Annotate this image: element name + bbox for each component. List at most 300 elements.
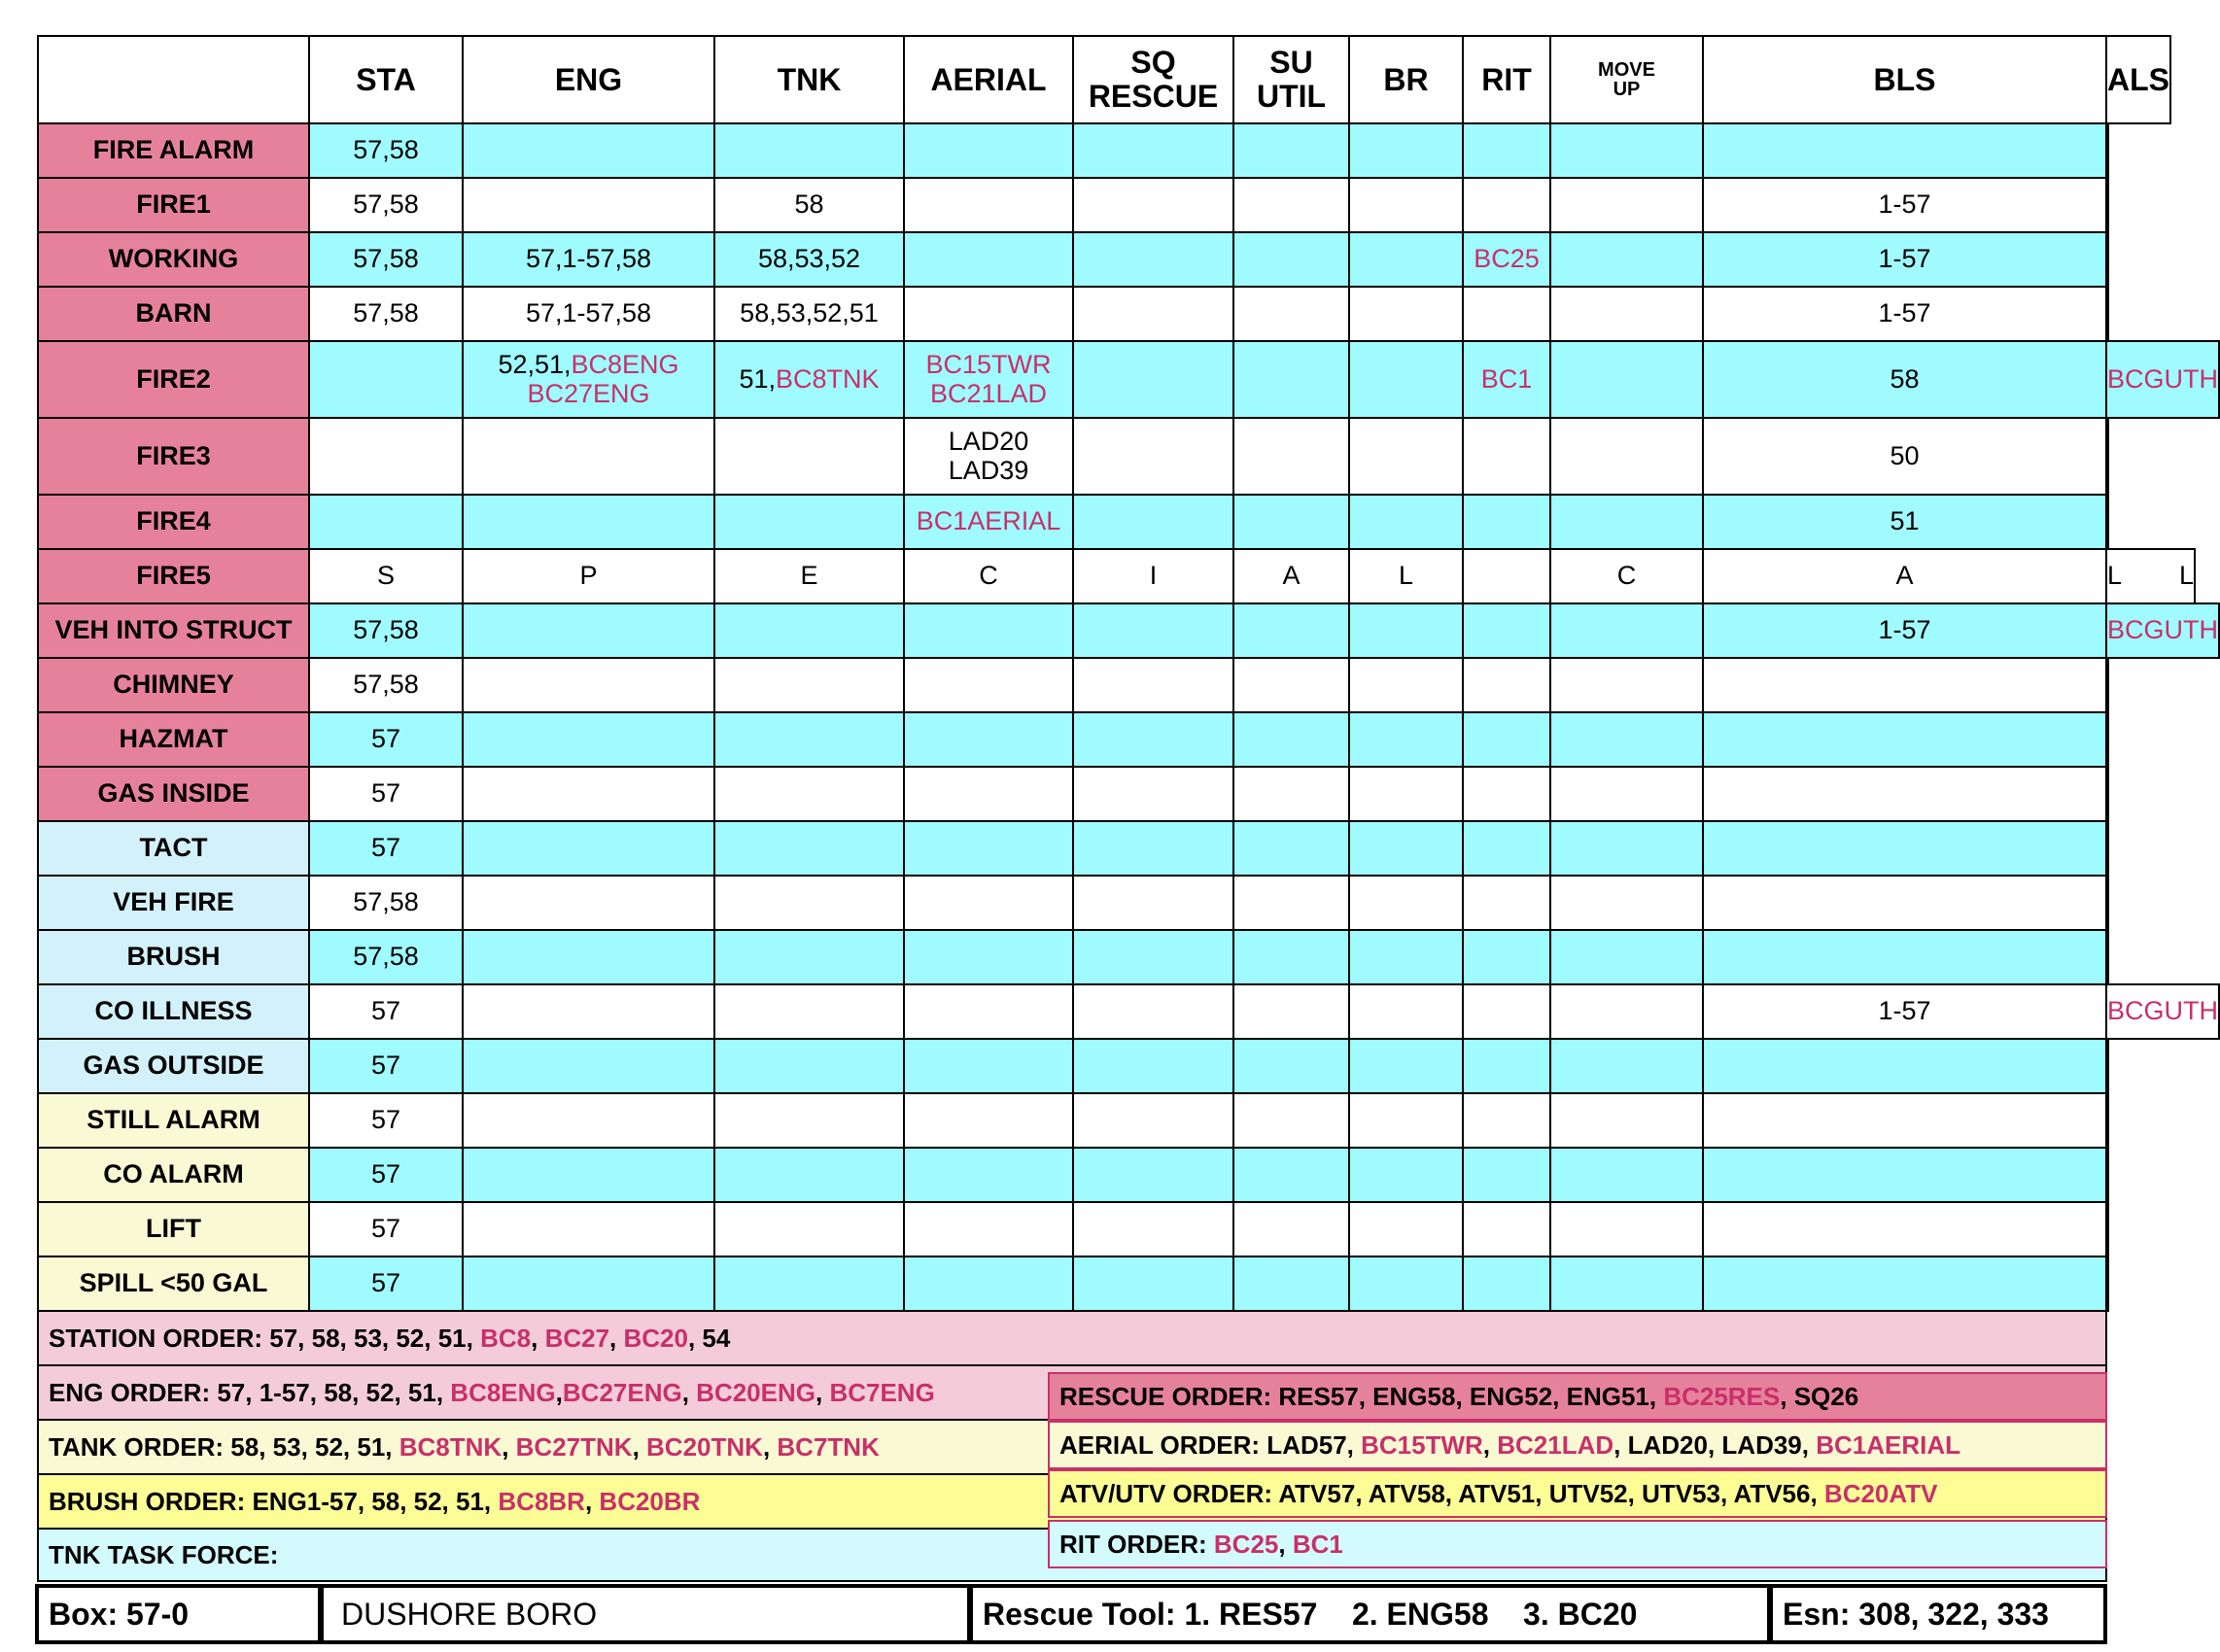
table-cell-als bbox=[2105, 340, 2220, 419]
cell-line bbox=[371, 1051, 400, 1080]
table-cell-als bbox=[2105, 983, 2220, 1040]
table-cell-sq-rescue bbox=[1072, 494, 1234, 550]
column-header-su-util bbox=[1232, 35, 1350, 124]
unit-code-red: BC1AERIAL bbox=[916, 506, 1061, 536]
cell-line bbox=[800, 562, 817, 590]
table-cell-sta bbox=[308, 122, 464, 179]
table-cell-tnk bbox=[713, 766, 905, 822]
table-cell-rit bbox=[1462, 1092, 1551, 1149]
row-label-text: FIRE3 bbox=[136, 440, 211, 470]
row-label-fire3 bbox=[37, 417, 310, 496]
table-cell-als bbox=[2105, 657, 2109, 713]
table-cell-aerial bbox=[903, 820, 1074, 877]
order-text: BRUSH ORDER: ENG1-57, 58, 52, 51, bbox=[49, 1486, 499, 1516]
cell-line bbox=[371, 779, 400, 808]
unit-code: 1-57 bbox=[1878, 298, 1931, 328]
cell-line bbox=[949, 457, 1029, 485]
row-label-chimney bbox=[37, 657, 310, 713]
table-cell-su-util bbox=[1232, 417, 1350, 496]
column-header-text: ENG bbox=[554, 61, 623, 97]
table-cell-als bbox=[2105, 494, 2109, 550]
aerial-order bbox=[1048, 1421, 2107, 1469]
table-cell-eng bbox=[462, 983, 715, 1040]
table-cell-br bbox=[1348, 1092, 1464, 1149]
table-cell-rit bbox=[1462, 929, 1551, 985]
table-cell-rit bbox=[1462, 1147, 1551, 1203]
table-cell-sta bbox=[308, 1147, 464, 1203]
table-cell-als bbox=[2105, 711, 2109, 768]
cell-line bbox=[371, 834, 400, 862]
table-cell-sq-rescue bbox=[1072, 1092, 1234, 1149]
table-cell-bls bbox=[1702, 417, 2107, 496]
rescue-order bbox=[1048, 1372, 2107, 1421]
row-label-fire2 bbox=[37, 340, 310, 419]
table-cell-eng bbox=[462, 1092, 715, 1149]
table-cell-su-util bbox=[1232, 711, 1350, 768]
table-cell-rit bbox=[1462, 548, 1551, 604]
table-cell-bls bbox=[1702, 286, 2107, 342]
order-text: TNK TASK FORCE: bbox=[49, 1539, 279, 1569]
table-cell-rit bbox=[1462, 417, 1551, 496]
cell-line bbox=[498, 380, 678, 408]
table-cell-bls bbox=[1702, 657, 2107, 713]
unit-code: 57,58 bbox=[353, 189, 419, 220]
table-cell-bls bbox=[1702, 1092, 2107, 1149]
table-cell-eng bbox=[462, 711, 715, 768]
table-cell-eng bbox=[462, 875, 715, 931]
unit-code: 58,53,52 bbox=[757, 244, 861, 274]
unit-code: 50 bbox=[1890, 440, 1920, 470]
cell-line bbox=[1399, 562, 1413, 590]
unit-code: 57,58 bbox=[353, 887, 419, 917]
table-cell-bls bbox=[1702, 820, 2107, 877]
column-header-text: MOVE bbox=[1598, 59, 1655, 81]
cell-line bbox=[925, 380, 1051, 408]
cell-line bbox=[1150, 562, 1158, 590]
table-cell-bls bbox=[1702, 602, 2107, 659]
table-cell-eng bbox=[462, 602, 715, 659]
table-cell-aerial bbox=[903, 231, 1074, 288]
cell-line bbox=[353, 943, 419, 971]
cell-line bbox=[1895, 562, 1913, 590]
table-cell-tnk bbox=[713, 1038, 905, 1094]
table-cell-als bbox=[2105, 875, 2109, 931]
unit-code: 1-57 bbox=[1878, 189, 1931, 220]
table-cell-move-up bbox=[1549, 494, 1704, 550]
unit-code: 1-57 bbox=[1878, 996, 1931, 1026]
table-cell-move-up bbox=[1549, 1147, 1704, 1203]
station-order bbox=[37, 1310, 2107, 1366]
unit-code: A bbox=[1282, 561, 1301, 591]
table-cell-sq-rescue bbox=[1072, 548, 1234, 604]
table-cell-eng bbox=[462, 1201, 715, 1257]
table-cell-eng bbox=[462, 820, 715, 877]
column-header-text: AERIAL bbox=[930, 61, 1047, 97]
table-cell-su-util bbox=[1232, 122, 1350, 179]
order-text: , bbox=[555, 1377, 563, 1407]
cell-line bbox=[353, 190, 419, 219]
cell-line bbox=[498, 351, 678, 379]
table-cell-sta bbox=[308, 1256, 464, 1312]
cell-line bbox=[740, 299, 879, 327]
table-cell-move-up bbox=[1549, 602, 1704, 659]
table-cell-move-up bbox=[1549, 820, 1704, 877]
row-label-gas-outside bbox=[37, 1038, 310, 1094]
table-cell-bls bbox=[1702, 1147, 2107, 1203]
table-cell-rit bbox=[1462, 1201, 1551, 1257]
table-cell-su-util bbox=[1232, 602, 1350, 659]
unit-code: LAD39 bbox=[948, 455, 1029, 485]
table-cell-br bbox=[1348, 122, 1464, 179]
table-cell-br bbox=[1348, 711, 1464, 768]
column-header-sta bbox=[308, 35, 464, 124]
table-cell-br bbox=[1348, 602, 1464, 659]
table-cell-aerial bbox=[903, 1038, 1074, 1094]
table-cell-br bbox=[1348, 875, 1464, 931]
table-cell-tnk bbox=[713, 231, 905, 288]
cell-line bbox=[371, 1106, 400, 1134]
table-cell-als bbox=[2105, 1147, 2109, 1203]
cell-line bbox=[794, 190, 823, 219]
unit-code: L bbox=[1398, 561, 1414, 591]
unit-code-red: BC8TNK bbox=[399, 1431, 503, 1462]
cell-line bbox=[353, 245, 419, 273]
cell-line bbox=[371, 1160, 400, 1188]
cell-line bbox=[1878, 245, 1930, 273]
table-cell-aerial bbox=[903, 177, 1074, 233]
cell-line bbox=[1878, 190, 1930, 219]
table-cell-bls bbox=[1702, 983, 2107, 1040]
cell-line bbox=[917, 507, 1061, 535]
cell-line bbox=[979, 562, 998, 590]
table-cell-su-util bbox=[1232, 929, 1350, 985]
table-cell-tnk bbox=[713, 1201, 905, 1257]
row-label-text: VEH FIRE bbox=[113, 887, 234, 917]
table-cell-eng bbox=[462, 177, 715, 233]
table-cell-aerial bbox=[903, 417, 1074, 496]
column-header-text: UTIL bbox=[1256, 79, 1327, 114]
order-text: STATION ORDER: 57, 58, 53, 52, 51, bbox=[49, 1323, 481, 1353]
table-cell-sta bbox=[308, 177, 464, 233]
table-cell-su-util bbox=[1232, 875, 1350, 931]
table-cell-move-up bbox=[1549, 711, 1704, 768]
table-cell-br bbox=[1348, 929, 1464, 985]
table-cell-move-up bbox=[1549, 1201, 1704, 1257]
cell-line bbox=[1890, 442, 1919, 470]
rit-order bbox=[1048, 1520, 2107, 1568]
column-header-br bbox=[1348, 35, 1464, 124]
table-cell-sq-rescue bbox=[1072, 766, 1234, 822]
column-header-text: BLS bbox=[1873, 61, 1936, 97]
box-number: Box: 57-0 bbox=[35, 1584, 322, 1644]
row-label-text: FIRE5 bbox=[136, 561, 211, 591]
cell-line bbox=[2107, 616, 2218, 644]
table-cell-eng bbox=[462, 231, 715, 288]
cell-line bbox=[2107, 562, 2194, 590]
table-cell-rit bbox=[1462, 657, 1551, 713]
table-cell-rit bbox=[1462, 875, 1551, 931]
row-label-veh-into-struct bbox=[37, 602, 310, 659]
unit-code-red: BC8ENG bbox=[571, 350, 679, 380]
row-label-hazmat bbox=[37, 711, 310, 768]
row-label-fire-alarm bbox=[37, 122, 310, 179]
unit-code-red: BCGUTH bbox=[2107, 996, 2218, 1026]
table-cell-sq-rescue bbox=[1072, 231, 1234, 288]
table-cell-tnk bbox=[713, 177, 905, 233]
column-header-text: SQ bbox=[1130, 45, 1176, 81]
table-cell-aerial bbox=[903, 929, 1074, 985]
unit-code: 57 bbox=[370, 1105, 401, 1135]
table-cell-su-util bbox=[1232, 1147, 1350, 1203]
table-cell-sq-rescue bbox=[1072, 602, 1234, 659]
table-cell-sta bbox=[308, 1038, 464, 1094]
rescue-tool: Rescue Tool: 1. RES57 2. ENG58 3. BC20 bbox=[969, 1584, 1771, 1644]
table-cell-sta bbox=[308, 548, 464, 604]
table-cell-su-util bbox=[1232, 657, 1350, 713]
cell-line bbox=[2107, 365, 2218, 394]
table-cell-aerial bbox=[903, 1201, 1074, 1257]
cell-line bbox=[1890, 507, 1919, 535]
table-cell-als bbox=[2105, 122, 2109, 179]
row-label-text: CO ALARM bbox=[103, 1159, 244, 1189]
table-cell-tnk bbox=[713, 340, 905, 419]
table-cell-bls bbox=[1702, 711, 2107, 768]
table-cell-rit bbox=[1462, 494, 1551, 550]
table-cell-eng bbox=[462, 657, 715, 713]
table-cell-aerial bbox=[903, 1147, 1074, 1203]
table-cell-eng bbox=[462, 1147, 715, 1203]
table-cell-als bbox=[2105, 1201, 2109, 1257]
unit-code: 1-57 bbox=[1878, 615, 1931, 645]
table-cell-br bbox=[1348, 231, 1464, 288]
unit-code: 57 bbox=[370, 833, 401, 863]
table-cell-su-util bbox=[1232, 548, 1350, 604]
table-cell-aerial bbox=[903, 340, 1074, 419]
table-cell-bls bbox=[1702, 875, 2107, 931]
column-header-text: UP bbox=[1613, 79, 1641, 100]
unit-code: 1-57 bbox=[1878, 244, 1931, 274]
unit-code-red: BC27TNK bbox=[515, 1431, 633, 1462]
table-cell-als bbox=[2105, 929, 2109, 985]
unit-code: S bbox=[376, 561, 395, 591]
row-label-text: WORKING bbox=[108, 244, 239, 274]
unit-code-red: BC25 bbox=[1213, 1529, 1279, 1559]
row-label-text: LIFT bbox=[146, 1214, 201, 1244]
municipality-name: DUSHORE BORO bbox=[320, 1584, 971, 1644]
column-header-rit bbox=[1462, 35, 1551, 124]
unit-code-red: BC8 bbox=[480, 1323, 532, 1353]
table-cell-eng bbox=[462, 286, 715, 342]
table-cell-bls bbox=[1702, 177, 2107, 233]
table-cell-sta bbox=[308, 231, 464, 288]
cell-line bbox=[579, 562, 597, 590]
cell-line bbox=[377, 562, 395, 590]
order-text: ENG ORDER: 57, 1-57, 58, 52, 51, bbox=[49, 1377, 451, 1407]
table-cell-aerial bbox=[903, 711, 1074, 768]
table-cell-tnk bbox=[713, 929, 905, 985]
table-cell-sq-rescue bbox=[1072, 122, 1234, 179]
table-cell-rit bbox=[1462, 1038, 1551, 1094]
cell-line bbox=[353, 299, 419, 327]
table-cell-bls bbox=[1702, 494, 2107, 550]
table-cell-sq-rescue bbox=[1072, 1038, 1234, 1094]
unit-code-red: BC1AERIAL bbox=[1816, 1429, 1961, 1460]
unit-code-red: BC25 bbox=[1474, 244, 1540, 274]
table-cell-als bbox=[2105, 766, 2109, 822]
table-cell-als bbox=[2105, 286, 2109, 342]
cell-line bbox=[371, 1215, 400, 1243]
row-label-co-alarm bbox=[37, 1147, 310, 1203]
table-cell-su-util bbox=[1232, 340, 1350, 419]
table-cell-su-util bbox=[1232, 820, 1350, 877]
row-label-barn bbox=[37, 286, 310, 342]
cell-line bbox=[526, 245, 651, 273]
table-cell-aerial bbox=[903, 494, 1074, 550]
cell-line bbox=[2107, 997, 2218, 1025]
table-cell-sta bbox=[308, 820, 464, 877]
unit-code: 58 bbox=[1890, 363, 1920, 394]
table-cell-bls bbox=[1702, 929, 2107, 985]
table-cell-move-up bbox=[1549, 1038, 1704, 1094]
table-cell-rit bbox=[1462, 122, 1551, 179]
unit-code-red: BC1 bbox=[1480, 363, 1533, 394]
table-cell-br bbox=[1348, 494, 1464, 550]
table-cell-als bbox=[2105, 602, 2220, 659]
table-cell-eng bbox=[462, 548, 715, 604]
table-cell-br bbox=[1348, 548, 1464, 604]
table-cell-move-up bbox=[1549, 177, 1704, 233]
unit-code: 57 bbox=[370, 996, 401, 1026]
row-label-fire5 bbox=[37, 548, 310, 604]
row-label-text: GAS OUTSIDE bbox=[83, 1050, 264, 1081]
table-cell-sq-rescue bbox=[1072, 1147, 1234, 1203]
table-cell-tnk bbox=[713, 1147, 905, 1203]
table-cell-aerial bbox=[903, 875, 1074, 931]
table-cell-bls bbox=[1702, 1201, 2107, 1257]
table-cell-sta bbox=[308, 1092, 464, 1149]
unit-code-red: BC8BR bbox=[498, 1486, 585, 1516]
table-cell-tnk bbox=[713, 711, 905, 768]
unit-code: LAD20 bbox=[948, 427, 1029, 457]
table-cell-su-util bbox=[1232, 1256, 1350, 1312]
table-cell-als bbox=[2105, 548, 2196, 604]
row-label-text: STILL ALARM bbox=[87, 1105, 260, 1135]
unit-code: 57 bbox=[370, 1159, 401, 1189]
table-cell-move-up bbox=[1549, 1256, 1704, 1312]
order-text: RESCUE ORDER: RES57, ENG58, ENG52, ENG51, bbox=[1059, 1381, 1664, 1411]
column-header-text: SU bbox=[1269, 45, 1313, 81]
cell-line bbox=[949, 428, 1029, 456]
table-cell-als bbox=[2105, 1038, 2109, 1094]
table-cell-tnk bbox=[713, 494, 905, 550]
order-text: , 54 bbox=[687, 1323, 731, 1353]
table-cell-su-util bbox=[1232, 1092, 1350, 1149]
table-cell-su-util bbox=[1232, 177, 1350, 233]
esn-numbers: Esn: 308, 322, 333 bbox=[1769, 1584, 2107, 1644]
unit-code-red: BC1 bbox=[1292, 1529, 1343, 1559]
column-header-text: BR bbox=[1383, 61, 1429, 97]
row-label-text: FIRE2 bbox=[136, 363, 211, 394]
table-cell-br bbox=[1348, 417, 1464, 496]
table-cell-tnk bbox=[713, 286, 905, 342]
table-cell-rit bbox=[1462, 340, 1551, 419]
table-cell-sta bbox=[308, 494, 464, 550]
row-label-text: BARN bbox=[135, 298, 212, 328]
column-header-als bbox=[2105, 35, 2171, 124]
unit-code-red: BC27ENG bbox=[562, 1377, 682, 1407]
order-text: , bbox=[1278, 1529, 1293, 1559]
row-label-spill-50-gal bbox=[37, 1256, 310, 1312]
unit-code: L L bbox=[2107, 561, 2195, 591]
table-cell-sq-rescue bbox=[1072, 711, 1234, 768]
table-cell-sta bbox=[308, 711, 464, 768]
table-cell-tnk bbox=[713, 1256, 905, 1312]
table-cell-move-up bbox=[1549, 286, 1704, 342]
table-cell-move-up bbox=[1549, 875, 1704, 931]
table-cell-tnk bbox=[713, 657, 905, 713]
row-label-text: SPILL <50 GAL bbox=[79, 1268, 268, 1298]
cell-line bbox=[371, 1269, 400, 1297]
table-cell-eng bbox=[462, 929, 715, 985]
table-cell-aerial bbox=[903, 766, 1074, 822]
table-cell-bls bbox=[1702, 340, 2107, 419]
column-header-move-up bbox=[1549, 35, 1704, 124]
column-header-text: ALS bbox=[2107, 61, 2169, 97]
table-cell-move-up bbox=[1549, 766, 1704, 822]
table-cell-sq-rescue bbox=[1072, 820, 1234, 877]
table-cell-sta bbox=[308, 417, 464, 496]
order-text: , bbox=[584, 1486, 600, 1516]
table-cell-br bbox=[1348, 766, 1464, 822]
table-cell-su-util bbox=[1232, 286, 1350, 342]
unit-code-red: BC21LAD bbox=[1497, 1429, 1614, 1460]
unit-code: 51 bbox=[1890, 506, 1920, 536]
cell-line bbox=[1617, 562, 1637, 590]
unit-code: 57,58 bbox=[353, 670, 419, 700]
cell-line bbox=[758, 245, 860, 273]
order-text: , bbox=[632, 1431, 647, 1462]
table-cell-eng bbox=[462, 1256, 715, 1312]
table-cell-move-up bbox=[1549, 1092, 1704, 1149]
unit-code: 52,51, bbox=[498, 350, 572, 380]
cell-line bbox=[371, 997, 400, 1025]
table-cell-bls bbox=[1702, 1256, 2107, 1312]
unit-code: 57,58 bbox=[353, 298, 419, 328]
table-cell-rit bbox=[1462, 711, 1551, 768]
table-cell-eng bbox=[462, 766, 715, 822]
order-text: , bbox=[681, 1377, 697, 1407]
row-label-working bbox=[37, 231, 310, 288]
table-cell-br bbox=[1348, 340, 1464, 419]
cell-line bbox=[353, 671, 419, 699]
table-cell-rit bbox=[1462, 602, 1551, 659]
table-cell-aerial bbox=[903, 548, 1074, 604]
order-text: AERIAL ORDER: LAD57, bbox=[1059, 1429, 1362, 1460]
row-label-text: GAS INSIDE bbox=[97, 778, 250, 809]
unit-code: A bbox=[1895, 561, 1914, 591]
table-cell-aerial bbox=[903, 1092, 1074, 1149]
table-cell-su-util bbox=[1232, 1201, 1350, 1257]
table-cell-move-up bbox=[1549, 929, 1704, 985]
order-text: , bbox=[1482, 1429, 1498, 1460]
unit-code-red: BC20ENG bbox=[696, 1377, 815, 1407]
table-cell-sq-rescue bbox=[1072, 929, 1234, 985]
row-label-text: FIRE1 bbox=[136, 189, 211, 220]
cell-line bbox=[1878, 616, 1930, 644]
cell-line bbox=[526, 299, 651, 327]
cell-line bbox=[371, 725, 400, 753]
table-cell-su-util bbox=[1232, 766, 1350, 822]
